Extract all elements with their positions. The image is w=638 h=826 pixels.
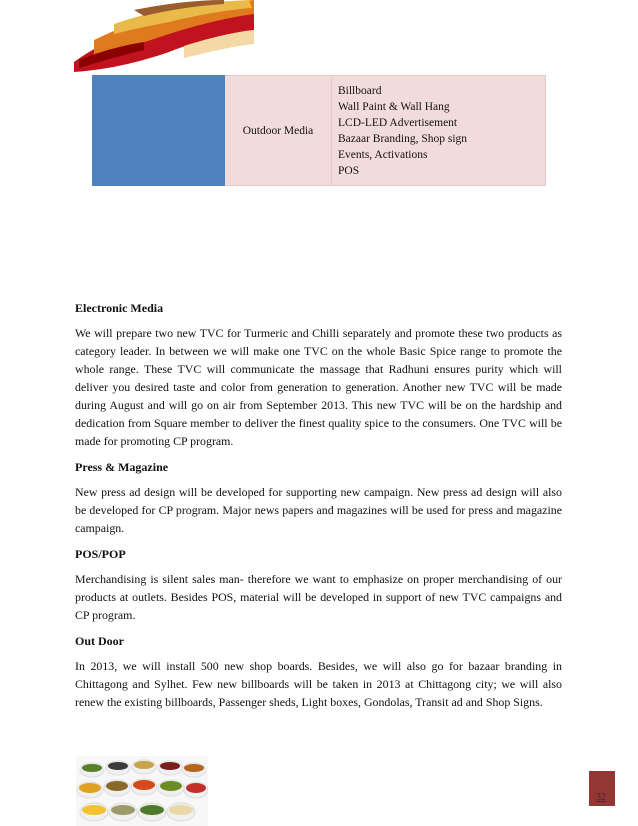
list-item: POS	[338, 164, 360, 177]
section-body-out-door: In 2013, we will install 500 new shop boards. Besides, we will also go for bazaar branding in Chittagong and Sylhet. Few new billboards will be taken in 2013 at Chittagong city; we will also renew the existing billboards, Passenger sheds, Light boxes, Gondolas, Transit ad and Shop Signs.	[75, 659, 562, 709]
section-heading-press-magazine: Press & Magazine	[75, 460, 169, 474]
media-type-cell: Outdoor Media	[225, 76, 332, 186]
spice-bowls-image	[76, 756, 208, 826]
list-item: LCD-LED Advertisement	[338, 116, 458, 129]
media-items-cell	[332, 76, 546, 186]
list-item: Bazaar Branding, Shop sign	[338, 132, 468, 145]
table-blue-cell	[93, 76, 225, 186]
table-row	[93, 76, 546, 186]
list-item: Billboard	[338, 84, 382, 97]
section-heading-electronic-media: Electronic Media	[75, 301, 164, 315]
section-body-electronic-media: We will prepare two new TVC for Turmeric and Chilli separately and promote these two products as category leader. In between we will make one TVC on the whole Basic Spice range to promote the whole range. These TVC will communicate the massage that Radhuni ensures purity which will deliver you desired taste and color from generation to generation. Another new TVC will be made during August and will go on air from September 2013. This new TVC will be on the hardship and dedication from Square member to deliver the finest quality spice to the consumers. One TVC will be made for promoting CP program.	[75, 326, 562, 448]
document-body	[75, 300, 562, 711]
page-number: 32	[596, 792, 606, 803]
spice-powder-image	[74, 0, 254, 72]
section-heading-pos-pop: POS/POP	[75, 547, 126, 561]
list-item: Events, Activations	[338, 148, 428, 161]
section-body-press-magazine: New press ad design will be developed for supporting new campaign. New press ad design will also be developed for CP program. Major news papers and magazines will be used for press and magazine campaign.	[75, 485, 562, 535]
media-table	[92, 75, 546, 186]
list-item: Wall Paint & Wall Hang	[338, 100, 450, 113]
section-body-pos-pop: Merchandising is silent sales man- therefore we want to emphasize on proper merchandising of our products at outlets. Besides POS, material will be developed in support of new TVC campaigns and CP program.	[75, 572, 562, 622]
section-heading-out-door: Out Door	[75, 634, 124, 648]
